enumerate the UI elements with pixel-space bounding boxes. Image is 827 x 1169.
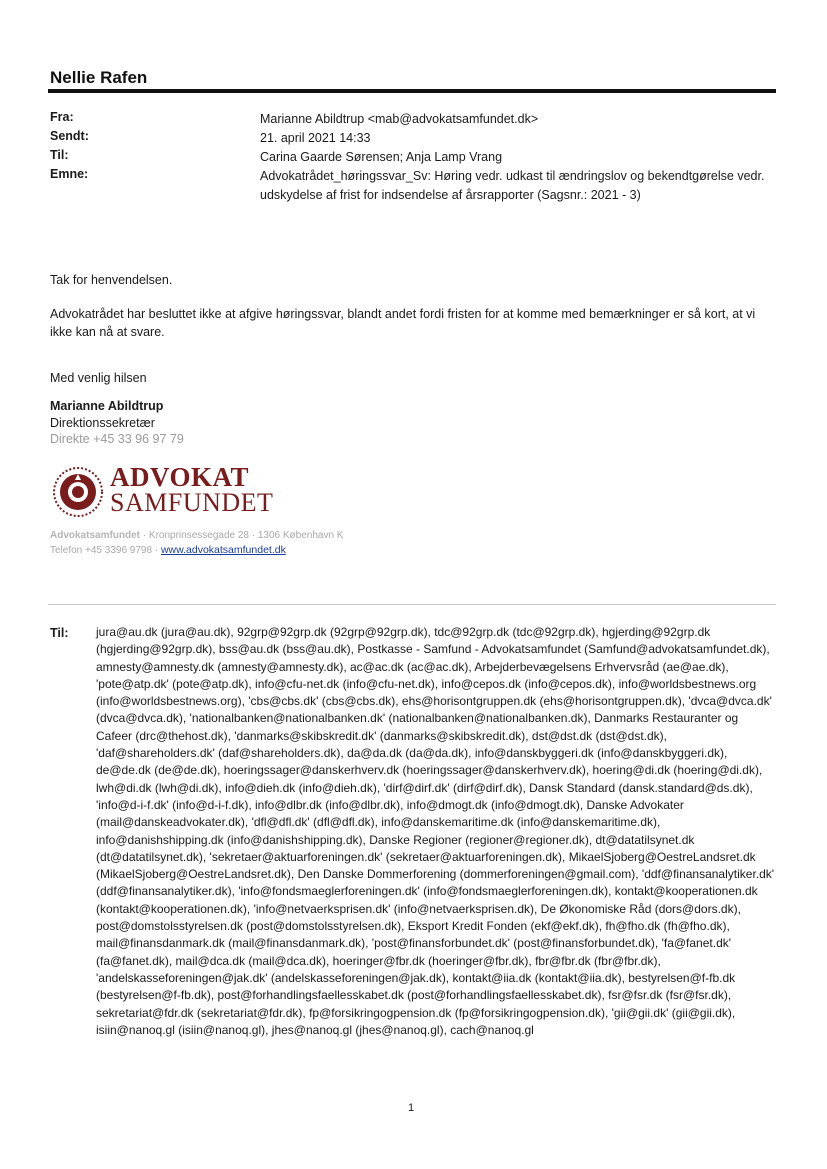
sent-label: Sendt: [50,129,89,143]
org-telefon: Telefon +45 3396 9798 · [50,545,161,556]
from-value: Marianne Abildtrup <mab@advokatsamfundet.dk> [260,112,539,126]
subject-value: Advokatrådet_høringssvar_Sv: Høring vedr. udkast til ændringslov og bekendtgørelse vedr. udskydelse af frist for indsendelse af årsrapporter (Sagsnr.: 2021 - 3) [260,169,765,202]
subject-label: Emne: [50,167,89,181]
signature-phone: Direkte +45 33 96 97 79 [50,432,184,446]
to-value: Carina Gaarde Sørensen; Anja Lamp Vrang [260,150,503,164]
org-name: Advokatsamfundet [50,530,141,541]
to-label: Til: [50,148,69,162]
logo-wordmark-samfundet: SAMFUNDET [110,488,274,517]
from-label: Fra: [50,110,74,124]
recipients-list: jura@au.dk (jura@au.dk), 92grp@92grp.dk (92grp@92grp.dk), tdc@92grp.dk (tdc@92grp.dk), hgjerding@92grp.dk (hgjerding@92grp.dk), bss@au.dk (bss@au.dk), Postkasse - Samfund - Advokatsamfundet (Samfund@advokatsamfundet.dk), amnesty@amnesty.dk (amnesty@amnesty.dk), ac@ac.dk (ac@ac.dk), Arbejderbevægelsens Erhvervsråd (ae@ae.dk), 'pote@atp.dk' (pote@atp.dk), info@cfu-net.dk (info@cfu-net.dk), info@cepos.dk (info@cepos.dk), info@worldsbestnews.org (info@worldsbestnews.org), 'cbs@cbs.dk' (cbs@cbs.dk), ehs@horisontgruppen.dk (ehs@horisontgruppen.dk), 'dvca@dvca.dk' (dvca@dvca.dk), 'nationalbanken@nationalbanken.dk' (nationalbanken@nationalbanken.dk), Danmarks Restauranter og Cafeer (drc@thehost.dk), 'danmarks@skibskredit.dk' (danmarks@skibskredit.dk), dst@dst.dk (dst@dst.dk), 'daf@shareholders.dk' (daf@shareholders.dk), da@da.dk (da@da.dk), info@danskbyggeri.dk (info@danskbyggeri.dk), de@de.dk (de@de.dk), hoeringssager@danskerhverv.dk (hoeringssager@danskerhverv.dk), hoering@di.dk (hoering@di.dk), lwh@di.dk (lwh@di.dk), info@dieh.dk (info@dieh.dk), 'dirf@dirf.dk' (dirf@dirf.dk), Dansk Standard (dansk.standard@ds.dk), 'info@d-i-f.dk' (info@d-i-f.dk), info@dlbr.dk (info@dlbr.dk), info@dmogt.dk (info@dmogt.dk), Danske Advokater (mail@danskeadvokater.dk), 'dfl@dfl.dk' (dfl@dfl.dk), info@danskemaritime.dk (info@danskemaritime.dk), info@danishshipping.dk (info@danishshipping.dk), Danske Regioner (regioner@regioner.dk), dt@datatilsynet.dk (dt@datatilsynet.dk), 'sekretaer@aktuarforeningen.dk' (sekretaer@aktuarforeningen.dk), MikaelSjoberg@OestreLandsret.dk (MikaelSjoberg@OestreLandsret.dk), Den Danske Dommerforening (dommerforeningen@gmail.com), 'ddf@finansanalytiker.dk' (ddf@finansanalytiker.dk), 'info@fondsmaeglerforeningen.dk' (info@fondsmaeglerforeningen.dk), kontakt@kooperationen.dk (kontakt@kooperationen.dk), 'info@netvaerksprisen.dk' (info@netvaerksprisen.dk), De Økonomiske Råd (dors@dors.dk), post@domstolsstyrelsen.dk (post@domstolsstyrelsen.dk), Eksport Kredit Fonden (ekf@ekf.dk), fh@fho.dk (fh@fho.dk), mail@finansdanmark.dk (mail@finansdanmark.dk), 'post@finansforbundet.dk' (post@finansforbundet.dk), 'fa@fanet.dk' (fa@fanet.dk), mail@dca.dk (mail@dca.dk), hoeringer@fbr.dk (hoeringer@fbr.dk), fbr@fbr.dk (fbr@fbr.dk), 'andelskasseforeningen@jak.dk' (andelskasseforeningen@jak.dk), kontakt@iia.dk (kontakt@iia.dk), bestyrelsen@f-fb.dk (bestyrelsen@f-fb.dk), post@forhandlingsfaellesskabet.dk (post@forhandlingsfaellesskabet.dk), fsr@fsr.dk (fsr@fsr.dk), sekretariat@fdr.dk (sekretariat@fdr.dk), fp@forsikringogpension.dk (fp@forsikringogpension.dk), 'gii@gii.dk' (gii@gii.dk), isiin@nanoq.gl (isiin@nanoq.gl), jhes@nanoq.gl (jhes@nanoq.gl), cach@nanoq.gl [96,625,775,1037]
org-address [50,530,343,541]
body-paragraph: Advokatrådet har besluttet ikke at afgive høringssvar, blandt andet fordi fristen for at komme med bemærkninger er så kort, at vi ikke kan nå at svare. [50,307,756,339]
forward-divider [48,604,776,605]
website-link[interactable]: www.advokatsamfundet.dk [160,544,286,556]
sent-value: 21. april 2021 14:33 [260,131,371,145]
org-street: · Kronprinsessegade 28 · 1306 København K [140,530,344,541]
recipients-label: Til: [50,626,69,640]
org-telefon-line [50,544,286,556]
closing-text: Med venlig hilsen [50,371,147,385]
mailbox-owner-name: Nellie Rafen [50,68,148,87]
page-number: 1 [408,1102,415,1114]
greeting-text: Tak for henvendelsen. [50,273,173,287]
header-divider [48,89,776,93]
signature-title: Direktionssekretær [50,416,155,430]
advokatsamfundet-seal-icon [48,460,108,520]
logo-wordmark-advokat: ADVOKAT [110,462,249,492]
signature-name: Marianne Abildtrup [50,399,164,413]
